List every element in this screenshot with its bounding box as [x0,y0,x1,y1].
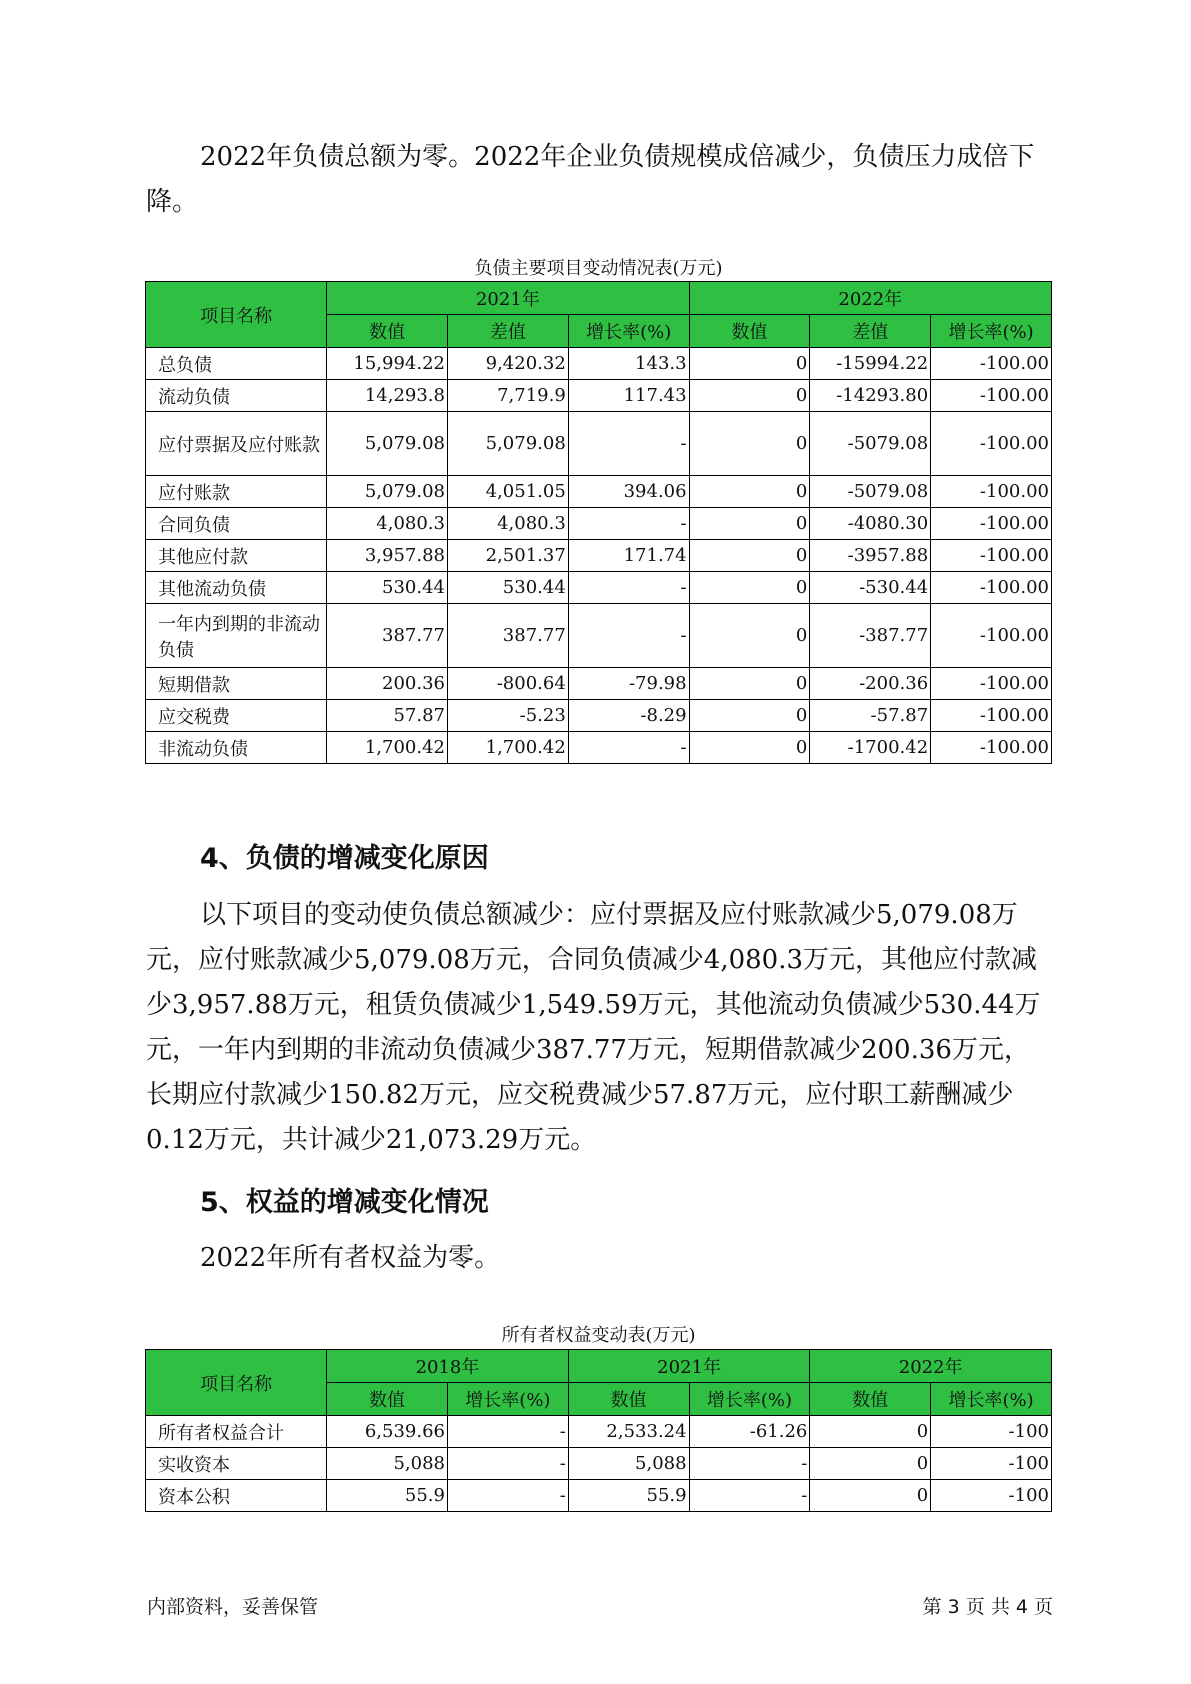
cell: -79.98 [568,668,689,700]
cell: 171.74 [568,540,689,572]
cell: 0 [689,348,810,380]
cell: 4,080.3 [327,508,448,540]
cell: - [447,1480,568,1512]
row-name: 其他应付款 [146,540,327,572]
sub-header: 增长率(%) [931,1383,1052,1416]
section5-heading: 5、权益的增减变化情况 [200,1187,489,1218]
col-header-2022: 2022年 [810,1350,1052,1383]
cell: -5079.08 [810,476,931,508]
cell: -57.87 [810,700,931,732]
cell: 5,088 [327,1448,448,1480]
cell: 387.77 [447,604,568,668]
cell: -100.00 [931,668,1052,700]
col-header-2022: 2022年 [689,282,1051,315]
table2-caption: 所有者权益变动表(万元) [501,1325,696,1346]
cell: 143.3 [568,348,689,380]
row-name: 流动负债 [146,380,327,412]
cell: - [568,572,689,604]
row-name: 资本公积 [146,1480,327,1512]
cell: -15994.22 [810,348,931,380]
cell: 55.9 [568,1480,689,1512]
table-row [146,604,1052,668]
cell: 0 [810,1416,931,1448]
table-row [146,732,1052,764]
cell: 5,088 [568,1448,689,1480]
sub-header: 数值 [327,315,448,348]
cell: -100.00 [931,380,1052,412]
cell: 57.87 [327,700,448,732]
footer-confidential: 内部资料，妥善保管 [147,1596,319,1618]
cell: 1,700.42 [327,732,448,764]
table-row [146,1416,1052,1448]
table-row [146,540,1052,572]
sub-header: 数值 [810,1383,931,1416]
table-row [146,348,1052,380]
cell: - [568,604,689,668]
cell: 0 [689,508,810,540]
cell: -100 [931,1416,1052,1448]
cell: -8.29 [568,700,689,732]
cell: -100.00 [931,476,1052,508]
cell: 2,501.37 [447,540,568,572]
table-row [146,1480,1052,1512]
cell: 0 [689,476,810,508]
table-row [146,668,1052,700]
row-name: 应付账款 [146,476,327,508]
row-name: 应交税费 [146,700,327,732]
table-row [146,508,1052,540]
sub-header: 数值 [689,315,810,348]
cell: 1,700.42 [447,732,568,764]
row-name: 其他流动负债 [146,572,327,604]
row-name: 短期借款 [146,668,327,700]
cell: 0 [689,668,810,700]
cell: -800.64 [447,668,568,700]
cell: 530.44 [447,572,568,604]
liability-table [145,281,1052,764]
sub-header: 数值 [568,1383,689,1416]
cell: 15,994.22 [327,348,448,380]
cell: - [447,1416,568,1448]
cell: 5,079.08 [327,476,448,508]
cell: -200.36 [810,668,931,700]
cell: 6,539.66 [327,1416,448,1448]
cell: - [568,508,689,540]
row-name: 合同负债 [146,508,327,540]
cell: -5.23 [447,700,568,732]
cell: - [447,1448,568,1480]
cell: 4,080.3 [447,508,568,540]
col-header-2018: 2018年 [327,1350,569,1383]
cell: -100.00 [931,348,1052,380]
cell: 7,719.9 [447,380,568,412]
row-name: 实收资本 [146,1448,327,1480]
row-name: 非流动负债 [146,732,327,764]
cell: 0 [810,1480,931,1512]
cell: -100 [931,1448,1052,1480]
cell: 530.44 [327,572,448,604]
footer-page-number: 第 3 页 共 4 页 [922,1596,1053,1618]
table-row [146,700,1052,732]
sub-header: 增长率(%) [568,315,689,348]
table-row [146,380,1052,412]
cell: - [568,732,689,764]
cell: 117.43 [568,380,689,412]
table-row [146,412,1052,476]
cell: 9,420.32 [447,348,568,380]
cell: 55.9 [327,1480,448,1512]
cell: 14,293.8 [327,380,448,412]
cell: -530.44 [810,572,931,604]
cell: 2,533.24 [568,1416,689,1448]
cell: - [689,1448,810,1480]
section4-heading: 4、负债的增减变化原因 [200,843,489,874]
col-header-2021: 2021年 [327,282,689,315]
cell: 387.77 [327,604,448,668]
cell: 394.06 [568,476,689,508]
cell: -387.77 [810,604,931,668]
sub-header: 增长率(%) [689,1383,810,1416]
cell: 0 [689,380,810,412]
cell: 4,051.05 [447,476,568,508]
cell: -61.26 [689,1416,810,1448]
cell: 5,079.08 [447,412,568,476]
cell: 0 [810,1448,931,1480]
table1-caption: 负债主要项目变动情况表(万元) [474,258,723,279]
cell: -5079.08 [810,412,931,476]
cell: 0 [689,540,810,572]
cell: -4080.30 [810,508,931,540]
table-row [146,1448,1052,1480]
cell: -1700.42 [810,732,931,764]
table-row [146,476,1052,508]
cell: 0 [689,604,810,668]
section5-paragraph: 2022年所有者权益为零。 [200,1243,501,1273]
cell: -100.00 [931,572,1052,604]
row-name: 总负债 [146,348,327,380]
cell: -100.00 [931,604,1052,668]
section4-paragraph: 以下项目的变动使负债总额减少：应付票据及应付账款减少5,079.08万元，应付账款减少5,079.08万元，合同负债减少4,080.3万元，其他应付款减少3,957.88万元，租赁负债减少1,549.59万元，其他流动负债减少530.44万元，一年内到期的非流动负债减少387.77万元，短期借款减少200.36万元，长期应付款减少150.82万元，应交税费减少57.87万元，应付职工薪酬减少0.12万元，共计减少21,073.29万元。 [146,900,1041,1155]
cell: -100.00 [931,700,1052,732]
cell: 0 [689,732,810,764]
row-name: 一年内到期的非流动负债 [146,604,327,668]
intro-paragraph: 2022年负债总额为零。2022年企业负债规模成倍减少，负债压力成倍下降。 [146,142,1035,217]
cell: 0 [689,700,810,732]
cell: 3,957.88 [327,540,448,572]
cell: -100.00 [931,732,1052,764]
cell: 5,079.08 [327,412,448,476]
cell: 200.36 [327,668,448,700]
cell: - [568,412,689,476]
col-header-name: 项目名称 [146,282,327,348]
row-name: 应付票据及应付账款 [146,412,327,476]
cell: -100.00 [931,540,1052,572]
cell: 0 [689,412,810,476]
cell: -3957.88 [810,540,931,572]
table-row [146,572,1052,604]
col-header-name: 项目名称 [146,1350,327,1416]
cell: - [689,1480,810,1512]
sub-header: 差值 [447,315,568,348]
row-name: 所有者权益合计 [146,1416,327,1448]
sub-header: 数值 [327,1383,448,1416]
sub-header: 增长率(%) [447,1383,568,1416]
sub-header: 差值 [810,315,931,348]
cell: -100.00 [931,508,1052,540]
col-header-2021: 2021年 [568,1350,810,1383]
cell: -100 [931,1480,1052,1512]
cell: -14293.80 [810,380,931,412]
cell: -100.00 [931,412,1052,476]
equity-table [145,1349,1052,1512]
cell: 0 [689,572,810,604]
sub-header: 增长率(%) [931,315,1052,348]
